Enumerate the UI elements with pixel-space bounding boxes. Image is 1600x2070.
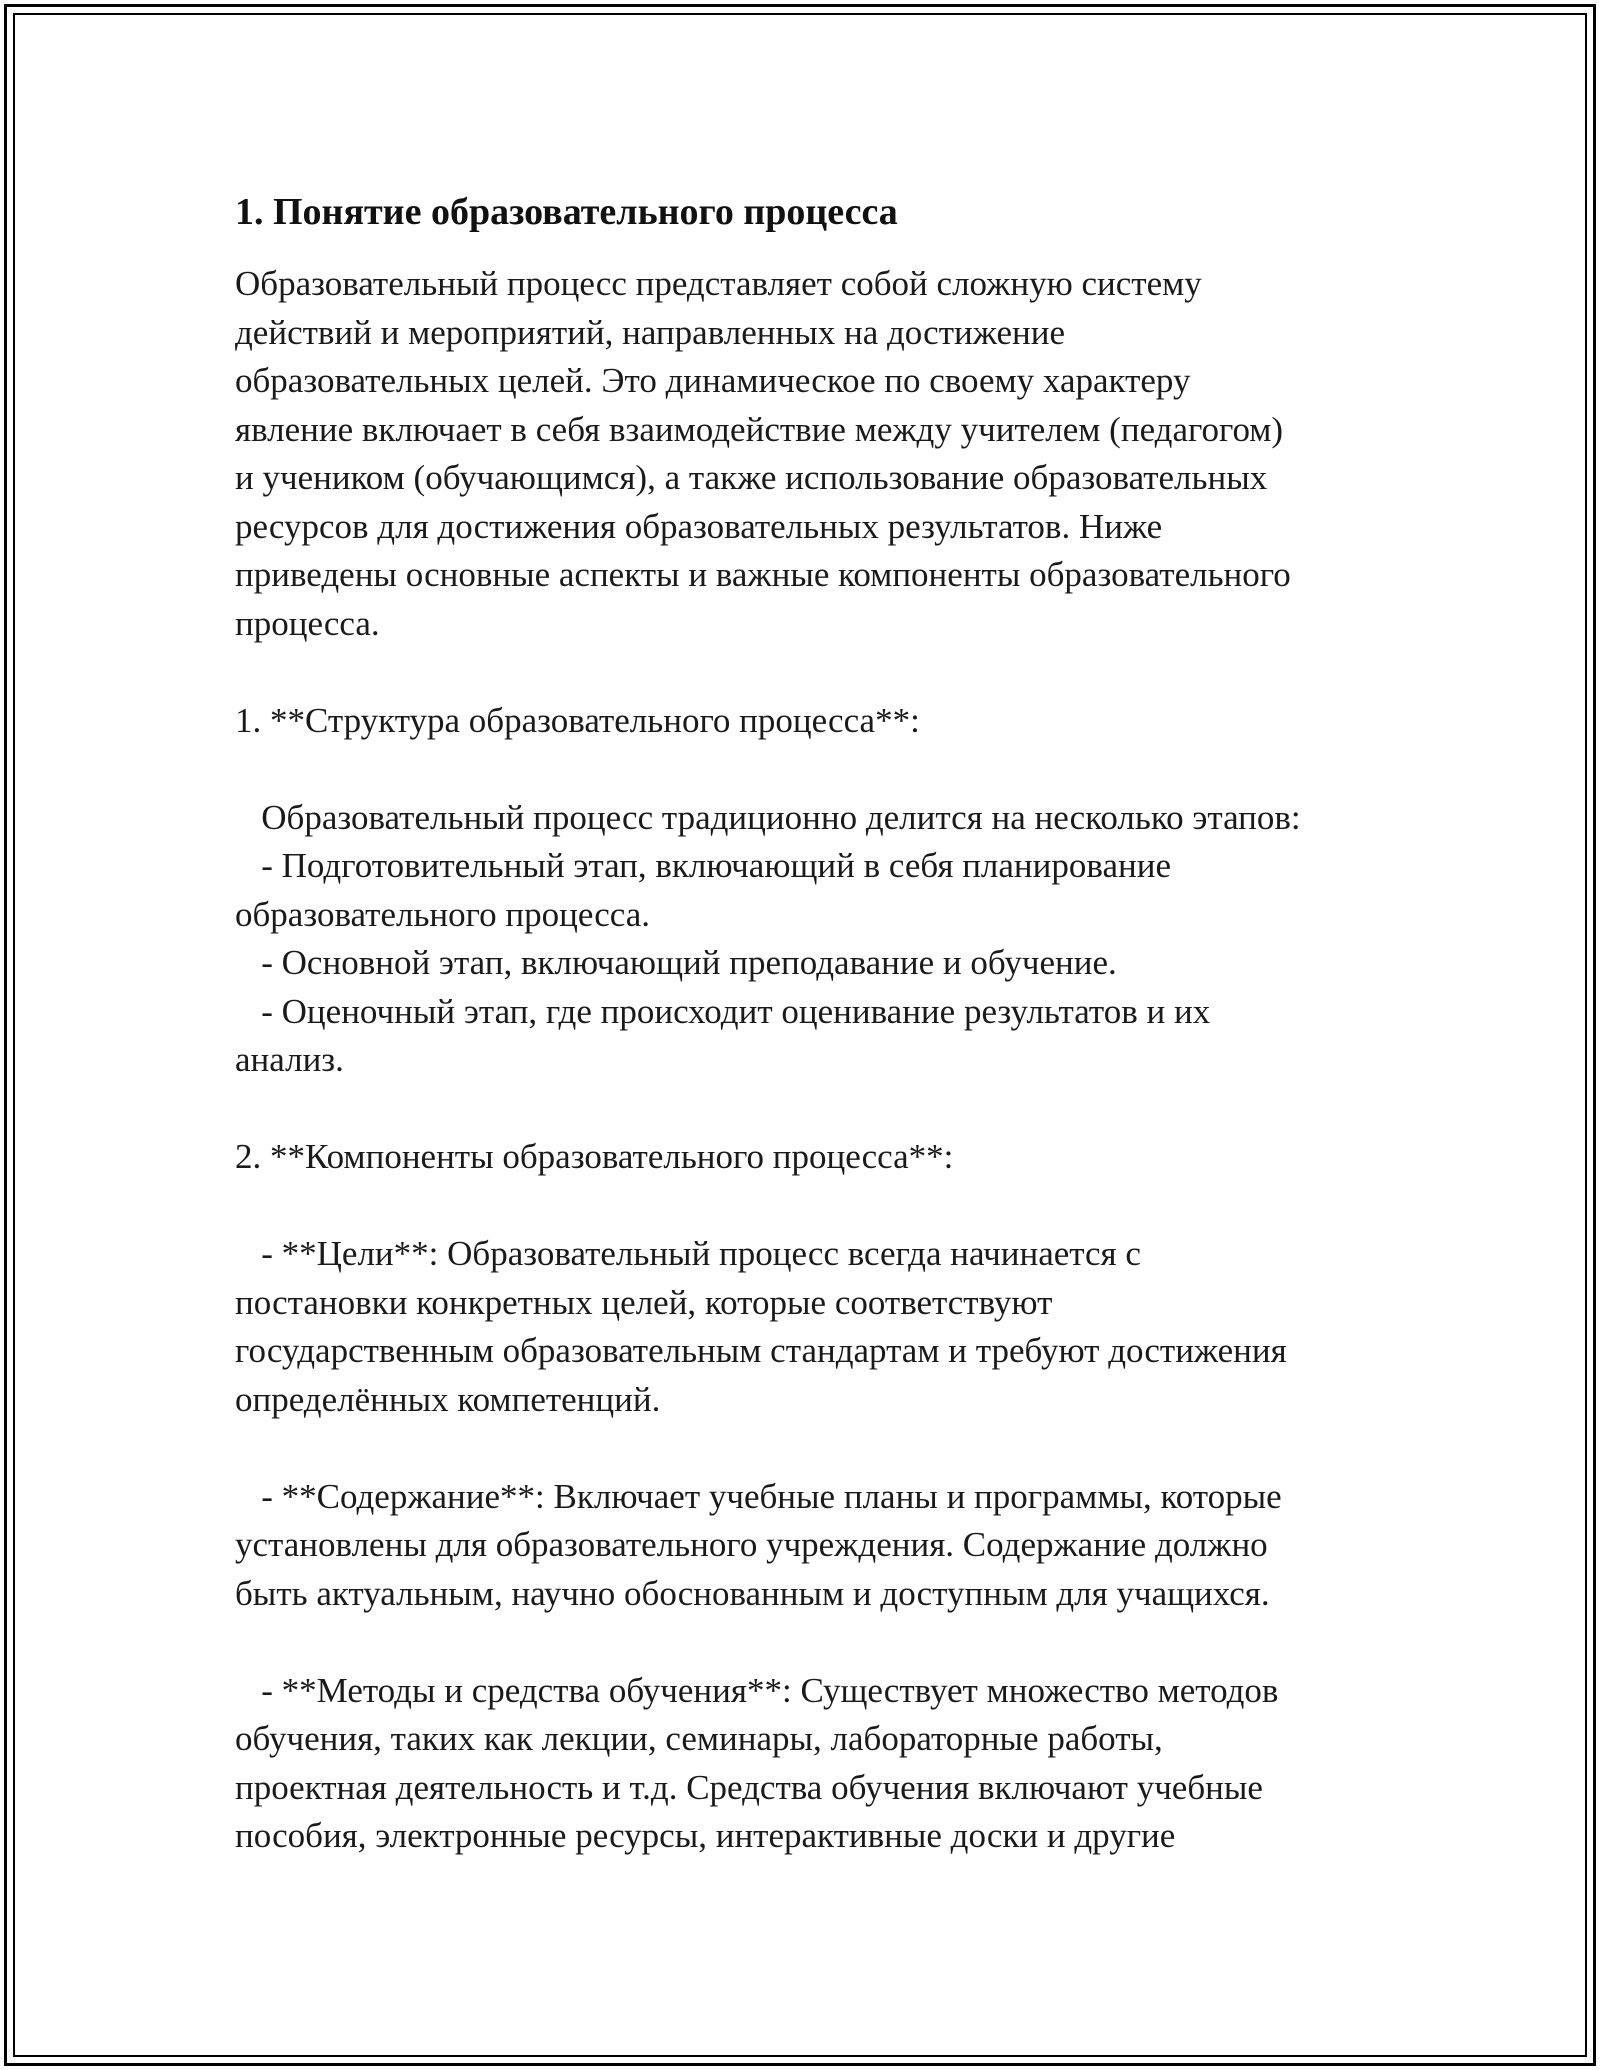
document-content [235, 186, 1385, 1861]
section-heading: 1. Понятие образовательного процесса [235, 191, 898, 233]
section-body-text: Образовательный процесс представляет собой сложную систему действий и мероприятий, направленных на достижение образовательных целей. Это динамическое по своему характеру явление включает в себя взаимодействие между учителем (педагогом) и учеником (обучающимся), а также использование образовательных ресурсов для достижения образовательных результатов. Ниже приведены основные аспекты и важные компоненты образовательного процесса. 1. **Структура образовательного процесса**: Образовательный процесс традиционно делится на несколько этапов: - Подготовительный этап, включающий в себя планирование образовательного процесса. - Основной этап, включающий преподавание и обучение. - Оценочный этап, где происходит оценивание результатов и их анализ. 2. **Компоненты образовательного процесса**: - **Цели**: Образовательный процесс всегда начинается с постановки конкретных целей, которые соответствуют государственным образовательным стандартам и требуют достижения определённых компетенций. - **Содержание**: Включает учебные планы и программы, которые установлены для образовательного учреждения. Содержание должно быть актуальным, научно обоснованным и доступным для учащихся. - **Методы и средства обучения**: Существует множество методов обучения, таких как лекции, семинары, лабораторные работы, проектная деятельность и т.д. Средства обучения включают учебные пособия, электронные ресурсы, интерактивные доски и другие [235, 264, 1301, 1855]
